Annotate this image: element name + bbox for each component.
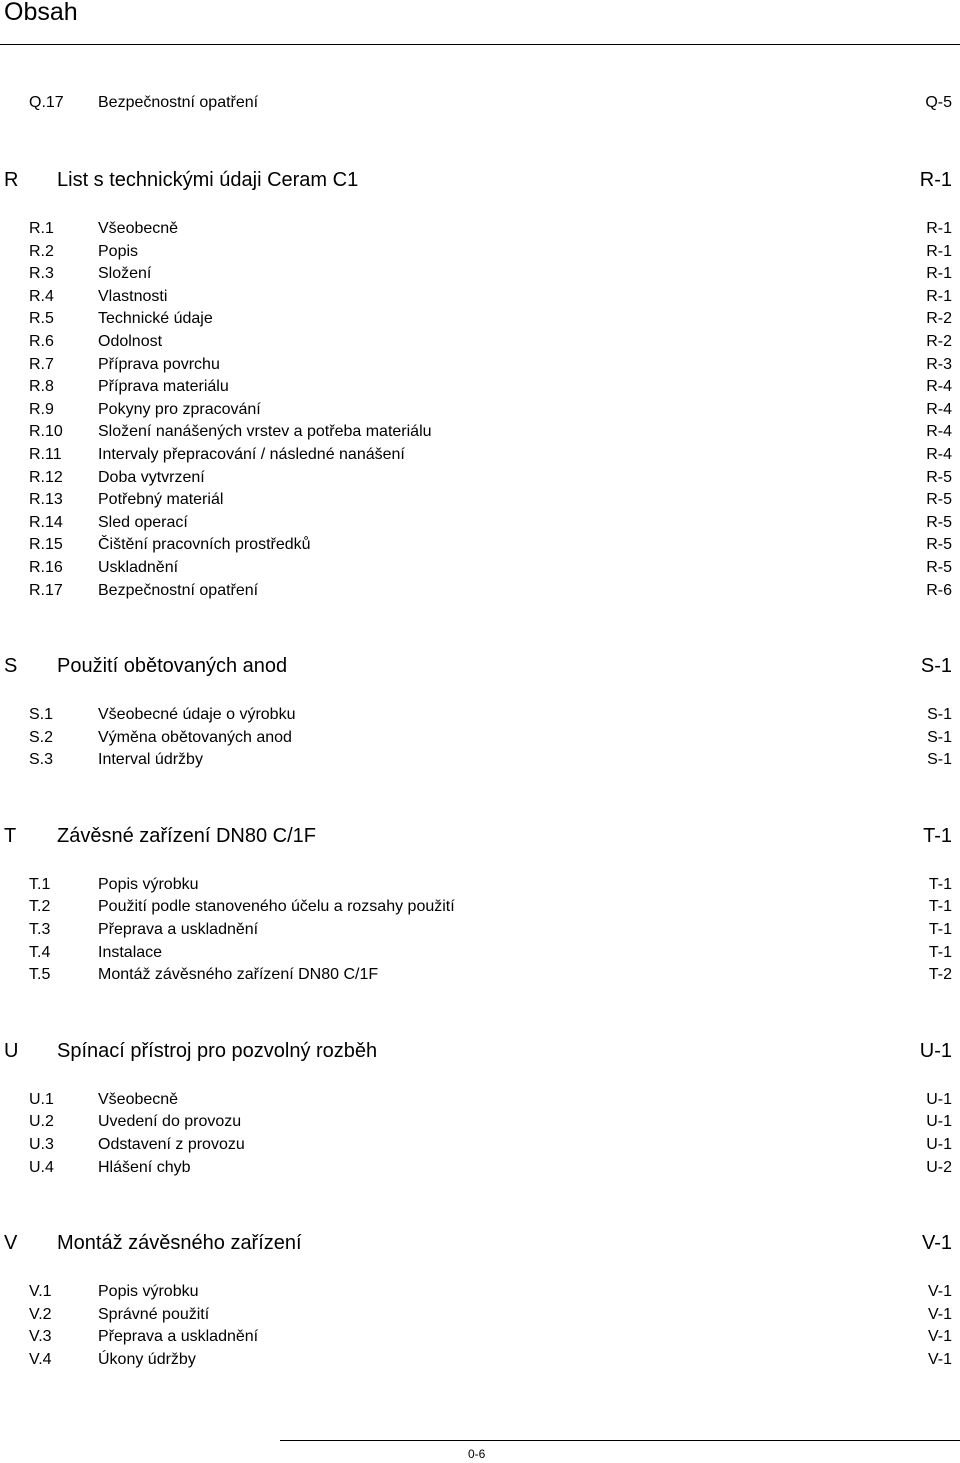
toc-entry[interactable] (0, 557, 960, 580)
toc-entry-page: T-2 (928, 966, 952, 984)
toc-entry-page: T-1 (928, 943, 952, 961)
toc-entry-title: Popis výrobku (98, 875, 199, 893)
toc-entry-page: R-4 (926, 423, 952, 441)
toc-entry-title: Odstavení z provozu (98, 1136, 245, 1154)
toc-entry-title: Použití podle stanoveného účelu a rozsahy použití (98, 898, 455, 916)
toc-entry[interactable] (0, 896, 960, 919)
toc-entry[interactable] (0, 354, 960, 377)
toc-entry-page: R-2 (926, 310, 952, 328)
toc-section (0, 824, 960, 1039)
toc-section-letter: V (4, 1232, 18, 1255)
toc-entry-page: V-1 (927, 1283, 952, 1301)
toc-entry-page: R-5 (926, 513, 952, 531)
toc-entry-page: R-5 (926, 491, 952, 509)
toc-entry-title: Popis výrobku (98, 1283, 199, 1301)
header-divider (0, 44, 960, 45)
toc-entry[interactable] (0, 1349, 960, 1372)
toc-entry-title: Bezpečnostní opatření (98, 581, 259, 599)
toc-entry[interactable] (0, 874, 960, 897)
toc-entry-page: T-1 (928, 875, 952, 893)
toc-entry-title: Všeobecně (98, 1090, 179, 1108)
toc-section (0, 1231, 960, 1423)
toc-entry-title: Bezpečnostní opatření (98, 94, 259, 111)
toc-entry-number: S.2 (29, 728, 54, 746)
toc-entry-number: R.11 (29, 445, 62, 463)
toc-entry-title: Všeobecné údaje o výrobku (98, 706, 296, 724)
toc-entry[interactable] (0, 376, 960, 399)
toc-entry-page: R-5 (926, 468, 952, 486)
toc-section-title: Použití obětovaných anod (57, 655, 288, 678)
toc-entry-title: Čištění pracovních prostředků (98, 536, 311, 554)
toc-entry-title: Popis (98, 242, 139, 260)
toc-entry-page: R-4 (926, 400, 952, 418)
toc-section-page: S-1 (920, 655, 952, 678)
toc-entry-title: Sled operací (98, 513, 188, 531)
toc-entry-number: R.15 (29, 536, 63, 554)
toc-entry-number: V.1 (29, 1283, 52, 1301)
section-spacer (0, 114, 960, 168)
toc-entry-page: S-1 (927, 751, 952, 769)
toc-entry[interactable] (0, 704, 960, 727)
toc-entry-number: R.7 (29, 355, 54, 373)
toc-section-heading[interactable] (0, 824, 960, 848)
toc-entry[interactable] (0, 399, 960, 422)
toc-entry-title: Složení (98, 265, 152, 283)
toc-entry[interactable] (0, 92, 960, 114)
toc-entry-title: Interval údržby (98, 751, 203, 769)
toc-entry-number: S.3 (29, 751, 54, 769)
toc-section-title: Závěsné zařízení DN80 C/1F (57, 824, 316, 847)
toc-entry-page: R-2 (926, 332, 952, 350)
toc-entry-number: V.2 (29, 1305, 52, 1323)
section-spacer (0, 987, 960, 1039)
toc-entry[interactable] (0, 1134, 960, 1157)
toc-entry-title: Složení nanášených vrstev a potřeba materiálu (98, 423, 432, 441)
toc-entry-page: U-1 (926, 1090, 952, 1108)
toc-entry[interactable] (0, 512, 960, 535)
toc-entry[interactable] (0, 1157, 960, 1180)
toc-entry[interactable] (0, 1304, 960, 1327)
toc-entry-number: R.17 (29, 581, 63, 599)
toc-section-title: Montáž závěsného zařízení (57, 1232, 302, 1255)
toc-entry-title: Potřebný materiál (98, 491, 224, 509)
toc-entry-page: V-1 (927, 1305, 952, 1323)
page-title: Obsah (4, 0, 78, 26)
toc-entry-title: Uvedení do provozu (98, 1113, 242, 1131)
toc-entry[interactable] (0, 1326, 960, 1349)
toc-entry-page: U-1 (926, 1136, 952, 1154)
toc-entry-title: Doba vytvrzení (98, 468, 205, 486)
toc-entry-title: Montáž závěsného zařízení DN80 C/1F (98, 966, 379, 984)
toc-entry-page: V-1 (927, 1351, 952, 1368)
toc-entry-page: R-3 (926, 355, 952, 373)
toc-entry-number: U.2 (29, 1113, 54, 1131)
toc-entry-page: R-5 (926, 536, 952, 554)
toc-entry[interactable] (0, 444, 960, 467)
toc-entry-page: R-1 (926, 220, 952, 237)
toc-entry-number: R.8 (29, 378, 54, 396)
toc-entry-number: T.5 (29, 966, 51, 984)
table-of-contents (0, 92, 960, 1424)
toc-entry-number: R.1 (29, 220, 54, 237)
toc-entry[interactable] (0, 263, 960, 286)
toc-entry-title: Správné použití (98, 1305, 210, 1323)
toc-entry-title: Instalace (98, 943, 163, 961)
toc-entry[interactable] (0, 534, 960, 557)
toc-entry[interactable] (0, 727, 960, 750)
toc-entry-number: R.6 (29, 332, 54, 350)
toc-entry-number: T.3 (29, 921, 51, 939)
toc-entry-number: R.2 (29, 242, 54, 260)
toc-section-letter: U (4, 1039, 19, 1062)
toc-entry-number: U.1 (29, 1090, 54, 1108)
toc-section-heading[interactable] (0, 1231, 960, 1255)
toc-entry[interactable] (0, 489, 960, 512)
toc-entry-page: R-1 (926, 265, 952, 283)
toc-section-page: T-1 (923, 824, 952, 847)
toc-entry-number: T.1 (29, 875, 51, 893)
toc-entry-page: T-1 (928, 898, 952, 916)
toc-entry-number: T.2 (29, 898, 51, 916)
toc-entry-page: U-2 (926, 1158, 952, 1176)
toc-entry[interactable] (0, 1281, 960, 1304)
toc-entry[interactable] (0, 1111, 960, 1134)
toc-section-heading[interactable] (0, 168, 960, 192)
toc-entry-number: U.4 (29, 1158, 54, 1176)
toc-entry-number: U.3 (29, 1136, 54, 1154)
toc-entry-title: Přeprava a uskladnění (98, 1328, 259, 1346)
toc-entry-page: V-1 (927, 1328, 952, 1346)
toc-entry[interactable] (0, 1089, 960, 1112)
toc-entry[interactable] (0, 580, 960, 603)
toc-entry[interactable] (0, 467, 960, 490)
toc-section-page: U-1 (919, 1039, 952, 1062)
section-spacer (0, 1372, 960, 1424)
toc-entry-number: R.9 (29, 400, 54, 418)
toc-entry-number: R.14 (29, 513, 63, 531)
toc-entry-number: V.3 (29, 1328, 52, 1346)
toc-section (0, 654, 960, 824)
toc-entry-title: Hlášení chyb (98, 1158, 191, 1176)
toc-entry-title: Odolnost (98, 332, 163, 350)
toc-entry-number: R.5 (29, 310, 54, 328)
toc-entry-number: S.1 (29, 706, 54, 724)
toc-entry-page: R-5 (926, 558, 952, 576)
toc-entry-page: R-1 (926, 287, 952, 305)
toc-entry-number: T.4 (29, 943, 51, 961)
toc-entry-page: S-1 (927, 706, 952, 724)
toc-entry[interactable] (0, 942, 960, 965)
section-spacer (0, 1179, 960, 1231)
toc-section (0, 1039, 960, 1231)
toc-entry-number: R.3 (29, 265, 54, 283)
toc-entry[interactable] (0, 919, 960, 942)
toc-section-title: Spínací přístroj pro pozvolný rozběh (57, 1039, 378, 1062)
toc-section-title: List s technickými údaji Ceram C1 (57, 169, 359, 191)
toc-entry-page: R-4 (926, 378, 952, 396)
toc-entry[interactable] (0, 421, 960, 444)
toc-entry[interactable] (0, 286, 960, 309)
toc-entry[interactable] (0, 964, 960, 987)
toc-entry-page: U-1 (926, 1113, 952, 1131)
toc-section-page: V-1 (921, 1232, 952, 1255)
toc-entry-page: R-6 (926, 581, 952, 599)
toc-entry-page: R-4 (926, 445, 952, 463)
toc-entry[interactable] (0, 308, 960, 331)
toc-entry-number: R.10 (29, 423, 63, 441)
toc-section-heading[interactable] (0, 1039, 960, 1063)
section-spacer (0, 772, 960, 824)
toc-section-heading[interactable] (0, 654, 960, 678)
toc-entry-title: Příprava povrchu (98, 355, 220, 373)
toc-entry-page: T-1 (928, 921, 952, 939)
toc-entry[interactable] (0, 218, 960, 241)
toc-section-letter: S (4, 655, 18, 678)
toc-entry-number: R.13 (29, 491, 63, 509)
toc-entry-title: Přeprava a uskladnění (98, 921, 259, 939)
toc-entry-page: Q-5 (925, 94, 952, 111)
toc-entry-title: Úkony údržby (98, 1351, 196, 1368)
toc-section-letter: R (4, 169, 19, 191)
toc-entry-page: S-1 (927, 728, 952, 746)
toc-section-page: R-1 (919, 169, 952, 191)
toc-entry-title: Technické údaje (98, 310, 213, 328)
footer-divider (280, 1440, 960, 1441)
section-spacer (0, 602, 960, 654)
toc-entry[interactable] (0, 331, 960, 354)
toc-entry-number: R.12 (29, 468, 63, 486)
toc-entry-number: Q.17 (29, 94, 64, 111)
toc-section (0, 168, 960, 654)
toc-entry-title: Intervaly přepracování / následné nanášení (98, 445, 405, 463)
toc-section-letter: T (4, 824, 17, 847)
toc-entry-title: Uskladnění (98, 558, 179, 576)
toc-entry[interactable] (0, 241, 960, 264)
toc-entry-title: Vlastnosti (98, 287, 168, 305)
toc-entry[interactable] (0, 749, 960, 772)
toc-entry-number: R.16 (29, 558, 63, 576)
toc-entry-title: Pokyny pro zpracování (98, 400, 261, 418)
toc-entry-number: V.4 (29, 1351, 52, 1368)
toc-entry-page: R-1 (926, 242, 952, 260)
toc-entry-title: Všeobecně (98, 220, 179, 237)
page-number: 0-6 (468, 1447, 486, 1461)
toc-entry-title: Výměna obětovaných anod (98, 728, 292, 746)
toc-entry-number: R.4 (29, 287, 54, 305)
toc-entry-title: Příprava materiálu (98, 378, 229, 396)
